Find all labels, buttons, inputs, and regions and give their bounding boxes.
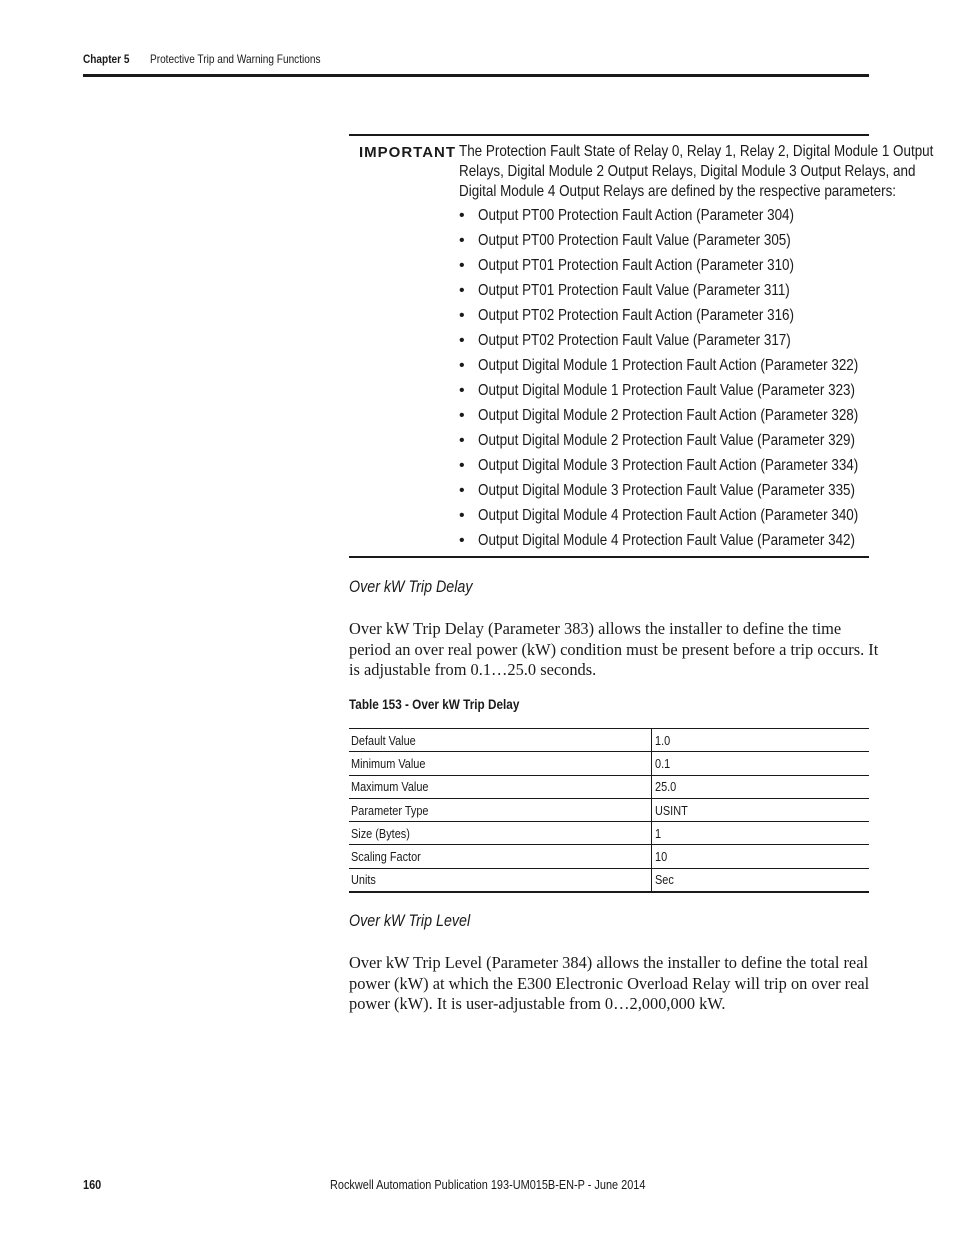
table-row xyxy=(349,845,869,868)
bullet-icon: • xyxy=(459,307,465,324)
bullet-icon: • xyxy=(459,332,465,349)
bullet-icon: • xyxy=(459,282,465,299)
important-label: IMPORTANT xyxy=(359,144,457,161)
bullet-icon: • xyxy=(459,407,465,424)
parameter-value: 0.1 xyxy=(655,755,671,771)
parameter-name: Size (Bytes) xyxy=(351,825,410,841)
publication-footer: Rockwell Automation Publication 193-UM015B-EN-P - June 2014 xyxy=(330,1177,646,1192)
section-heading-trip-level: Over kW Trip Level xyxy=(349,911,471,930)
parameter-name: Minimum Value xyxy=(351,755,426,771)
parameter-value: USINT xyxy=(655,802,688,818)
parameter-name: Maximum Value xyxy=(351,779,429,795)
table-row xyxy=(349,868,869,892)
parameter-value: Sec xyxy=(655,872,674,888)
bullet-icon: • xyxy=(459,532,465,549)
chapter-label: Chapter 5 xyxy=(83,52,130,66)
parameter-name: Parameter Type xyxy=(351,802,429,818)
parameter-name: Units xyxy=(351,872,376,888)
important-intro-line: Relays, Digital Module 2 Output Relays, Digital Module 3 Output Relays, and xyxy=(459,163,916,180)
parameter-table xyxy=(349,728,869,893)
section-heading-trip-delay: Over kW Trip Delay xyxy=(349,577,473,596)
parameter-value: 1 xyxy=(655,825,662,841)
header-rule xyxy=(83,74,869,77)
table-row xyxy=(349,752,869,775)
table-caption: Table 153 - Over kW Trip Delay xyxy=(349,696,520,712)
bullet-icon: • xyxy=(459,357,465,374)
trip-delay-paragraph: Over kW Trip Delay (Parameter 383) allows the installer to define the time period an over real power (kW) condition must be present before a trip occurs. It is adjustable from 0.1…25.0 seconds. xyxy=(349,619,879,679)
important-intro-line: The Protection Fault State of Relay 0, Relay 1, Relay 2, Digital Module 1 Output xyxy=(459,143,934,160)
table-row xyxy=(349,798,869,821)
important-callout: IMPORTANT The Protection Fault State of Relay 0, Relay 1, Relay 2, Digital Module 1 Output Relays, Digital Module 2 Output Relays, Digital Module 3 Output Relays, and Digital Module 4 Output Relays are defined by the respective parameters: • Output PT00 Protection Fault Action (Parameter 304) • Output PT00 Protection Fault Value (Parameter 305) • Output PT01 Protection Fault Action (Parameter 310) • Output PT01 Protection Fault Value (Parameter 311) • Output PT02 Protection Fault Action (Parameter 316) • Output PT02 Protection Fault Value (Parameter 317) • Output Digital Module 1 Protection Fault Action (Parameter 322) • Output Digital Module 1 Protection Fault Value (Parameter 323) • Output Digital Module 2 Protection Fault Action (Parameter 328) • Output Digital Module 2 Protection Fault Value (Parameter 329) • Output Digital Module 3 Protection Fault Action (Parameter 334) • Output Digital Module 3 Protection Fault Value (Parameter 335) • Output Digital Module 4 Protection Fault Action (Parameter 340) • Output Digital Module 4 Protection Fault Value (Parameter 342) xyxy=(349,134,869,558)
bullet-icon: • xyxy=(459,507,465,524)
bullet-icon: • xyxy=(459,232,465,249)
bullet-icon: • xyxy=(459,207,465,224)
bullet-icon: • xyxy=(459,382,465,399)
chapter-title: Protective Trip and Warning Functions xyxy=(150,52,321,66)
running-header xyxy=(83,52,869,70)
table-row xyxy=(349,822,869,845)
parameter-value: 10 xyxy=(655,849,668,865)
parameter-name: Scaling Factor xyxy=(351,849,421,865)
trip-level-paragraph: Over kW Trip Level (Parameter 384) allows the installer to define the total real power (kW) at which the E300 Electronic Overload Relay will trip on over real power (kW). It is user-adjustable from 0…2,000,000 kW. xyxy=(349,953,870,1013)
parameter-value: 25.0 xyxy=(655,779,677,795)
page-number: 160 xyxy=(83,1177,102,1192)
bullet-icon: • xyxy=(459,482,465,499)
bullet-icon: • xyxy=(459,432,465,449)
parameter-name: Default Value xyxy=(351,732,416,748)
parameter-value: 1.0 xyxy=(655,732,671,748)
table-row xyxy=(349,775,869,798)
important-intro xyxy=(459,142,954,202)
important-intro-line: Digital Module 4 Output Relays are defined by the respective parameters: xyxy=(459,183,897,200)
bullet-icon: • xyxy=(459,457,465,474)
table-row xyxy=(349,729,869,752)
bullet-icon: • xyxy=(459,257,465,274)
